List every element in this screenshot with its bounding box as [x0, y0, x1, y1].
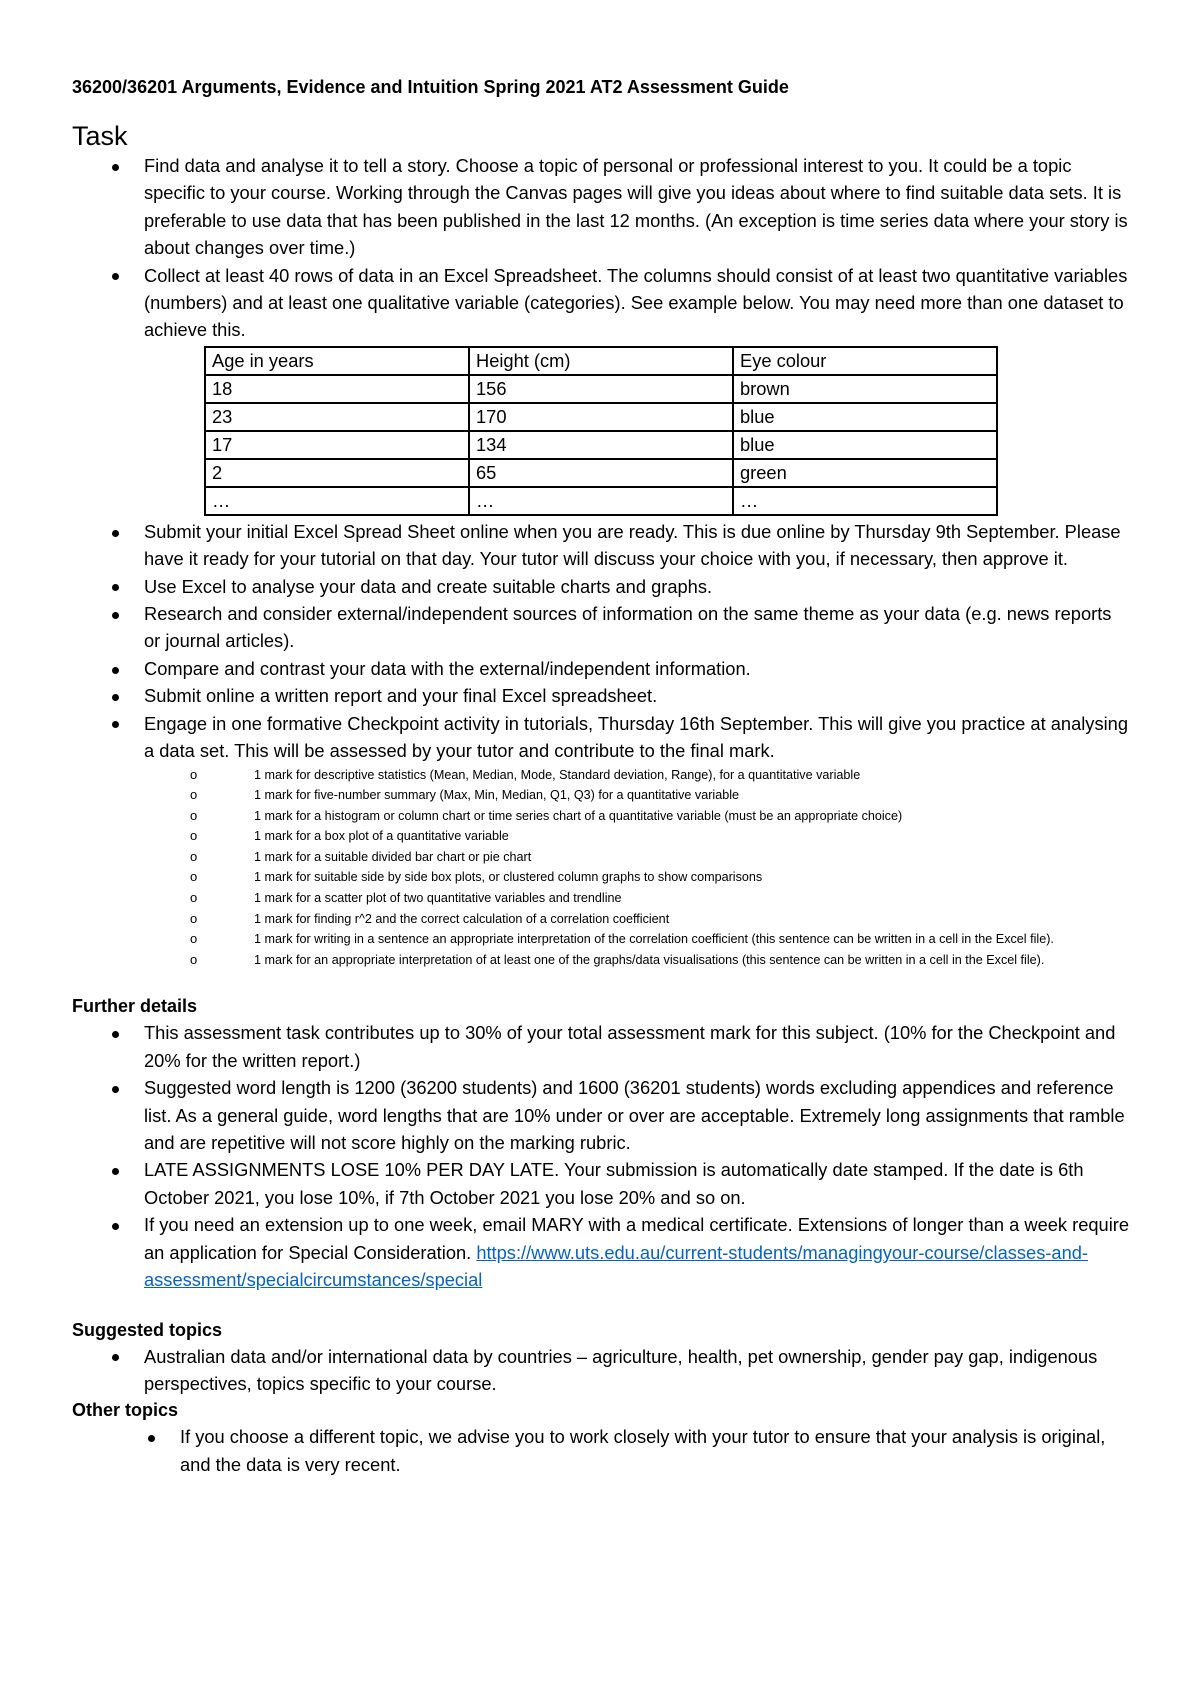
table-cell: 18 — [205, 375, 469, 403]
table-cell: 156 — [469, 375, 733, 403]
bullet-icon — [112, 1086, 119, 1093]
table-cell: 2 — [205, 459, 469, 487]
other-bullet-1: If you choose a different topic, we advise you to work closely with your tutor to ensure that your analysis is original, and the data is very recent. — [72, 1423, 1132, 1478]
table-cell: green — [733, 459, 997, 487]
task-bullet-5: Research and consider external/independent sources of information on the same theme as your data (e.g. news reports or journal articles). — [72, 600, 1132, 655]
table-cell: … — [469, 487, 733, 515]
bullet-icon — [112, 1168, 119, 1175]
mark-item: o 1 mark for descriptive statistics (Mean, Median, Mode, Standard deviation, Range), for a quantitative variable — [72, 765, 1132, 786]
table-row — [205, 375, 997, 403]
table-row — [205, 403, 997, 431]
circle-bullet-icon: o — [190, 890, 198, 906]
mark-item: o 1 mark for writing in a sentence an appropriate interpretation of the correlation coefficient (this sentence can be written in a cell in the Excel file). — [72, 929, 1132, 950]
table-row — [205, 431, 997, 459]
special-consideration-link[interactable]: https://www.uts.edu.au/current-students/managingyour-course/classes-and-assessment/specialcircumstances/special — [144, 1241, 1089, 1291]
circle-bullet-icon: o — [190, 931, 198, 947]
mark-item: o 1 mark for an appropriate interpretation of at least one of the graphs/data visualisations (this sentence can be written in a cell in the Excel file). — [72, 950, 1132, 971]
other-topics-list — [72, 1423, 1132, 1478]
document-page — [72, 74, 1132, 1478]
marks-list — [72, 765, 1132, 971]
table-header-cell: Height (cm) — [469, 347, 733, 375]
further-details-list — [72, 1019, 1132, 1293]
mark-item: o 1 mark for a box plot of a quantitative variable — [72, 826, 1132, 847]
task-bullet-6: Compare and contrast your data with the external/independent information. — [72, 655, 1132, 682]
mark-item: o 1 mark for a suitable divided bar chart or pie chart — [72, 847, 1132, 868]
table-cell: 23 — [205, 403, 469, 431]
table-cell: 65 — [469, 459, 733, 487]
task-heading: Task — [72, 121, 128, 151]
example-data-table — [204, 346, 998, 516]
mark-item: o 1 mark for a scatter plot of two quantitative variables and trendline — [72, 888, 1132, 909]
further-bullet-1: This assessment task contributes up to 30% of your total assessment mark for this subject. (10% for the Checkpoint and 20% for the written report.) — [72, 1019, 1132, 1074]
circle-bullet-icon: o — [190, 910, 198, 926]
table-cell: 134 — [469, 431, 733, 459]
bullet-icon — [112, 721, 119, 728]
table-cell: blue — [733, 431, 997, 459]
bullet-icon — [112, 273, 119, 280]
task-bullet-3: Submit your initial Excel Spread Sheet online when you are ready. This is due online by Thursday 9th September. Please have it ready for your tutorial on that day. Your tutor will discuss your choice with you, if necessary, then approve it. — [72, 518, 1132, 573]
circle-bullet-icon: o — [190, 787, 198, 803]
bullet-icon — [112, 1223, 119, 1230]
task-bullet-7: Submit online a written report and your final Excel spreadsheet. — [72, 682, 1132, 709]
table-cell: brown — [733, 375, 997, 403]
bullet-icon — [112, 164, 119, 171]
circle-bullet-icon: o — [190, 807, 198, 823]
circle-bullet-icon: o — [190, 869, 198, 885]
task-bullet-2: Collect at least 40 rows of data in an Excel Spreadsheet. The columns should consist of at least two quantitative variables (numbers) and at least one qualitative variable (categories). See example below. You may need more than one dataset to achieve this. Age in years Height (cm) Eye colour 18 156 brown 23 170 blue 17 134 blue 2 65 green … … … — [72, 262, 1132, 516]
bullet-icon — [112, 530, 119, 537]
bullet-icon — [112, 1354, 119, 1361]
circle-bullet-icon: o — [190, 848, 198, 864]
further-details-heading: Further details — [72, 996, 198, 1017]
mark-item: o 1 mark for finding r^2 and the correct calculation of a correlation coefficient — [72, 909, 1132, 930]
table-header-row — [205, 347, 997, 375]
further-bullet-2: Suggested word length is 1200 (36200 students) and 1600 (36201 students) words excluding appendices and reference list. As a general guide, word lengths that are 10% under or over are acceptable. Extremely long assignments that ramble and are repetitive will not score highly on the marking rubric. — [72, 1074, 1132, 1156]
circle-bullet-icon: o — [190, 766, 198, 782]
mark-item: o 1 mark for a histogram or column chart or time series chart of a quantitative variable (must be an appropriate choice) — [72, 806, 1132, 827]
bullet-icon — [112, 612, 119, 619]
bullet-icon — [112, 584, 119, 591]
task-bullet-8: Engage in one formative Checkpoint activity in tutorials, Thursday 16th September. This will give you practice at analysing a data set. This will be assessed by your tutor and contribute to the final mark. o 1 mark for descriptive statistics (Mean, Median, Mode, Standard deviation, Range), for a quantitative variable o 1 mark for five-number summary (Max, Min, Median, Q1, Q3) for a quantitative variable o 1 mark for a histogram or column chart or time series chart of a quantitative variable (must be an appropriate choice) o 1 mark for a box plot of a quantitative variable o 1 mark for a suitable divided bar chart or pie chart o 1 mark for suitable side by side box plots, or clustered column graphs to show comparisons o 1 mark for a scatter plot of two quantitative variables and trendline o 1 mark for finding r^2 and the correct calculation of a correlation coefficient o 1 mark for writing in a sentence an appropriate interpretation of the correlation coefficient (this sentence can be written in a cell in the Excel file). o 1 mark for an appropriate interpretation of at least one of the graphs/data visualisations (this sentence can be written in a cell in the Excel file). — [72, 710, 1132, 971]
document-title: 36200/36201 Arguments, Evidence and Intuition Spring 2021 AT2 Assessment Guide — [72, 77, 789, 97]
mark-item: o 1 mark for suitable side by side box plots, or clustered column graphs to show comparisons — [72, 867, 1132, 888]
further-bullet-3: LATE ASSIGNMENTS LOSE 10% PER DAY LATE. Your submission is automatically date stamped. If the date is 6th October 2021, you lose 10%, if 7th October 2021 you lose 20% and so on. — [72, 1156, 1132, 1211]
table-cell: … — [733, 487, 997, 515]
suggested-topics-list — [72, 1343, 1132, 1398]
table-row — [205, 487, 997, 515]
task-list — [72, 152, 1132, 970]
table-row — [205, 459, 997, 487]
mark-item: o 1 mark for five-number summary (Max, Min, Median, Q1, Q3) for a quantitative variable — [72, 785, 1132, 806]
bullet-icon — [148, 1435, 155, 1442]
table-cell: 17 — [205, 431, 469, 459]
bullet-icon — [112, 694, 119, 701]
further-bullet-4: If you need an extension up to one week, email MARY with a medical certificate. Extensions of longer than a week require an application for Special Consideration. https://www.uts.edu.au/current-students/managingyour-course/classes-and-assessment/specialcircumstances/special — [72, 1211, 1132, 1293]
table-cell: blue — [733, 403, 997, 431]
bullet-icon — [112, 667, 119, 674]
other-topics-heading: Other topics — [72, 1400, 179, 1421]
task-bullet-4: Use Excel to analyse your data and create suitable charts and graphs. — [72, 573, 1132, 600]
circle-bullet-icon: o — [190, 828, 198, 844]
suggested-bullet-1: Australian data and/or international data by countries – agriculture, health, pet ownership, gender pay gap, indigenous perspectives, topics specific to your course. — [72, 1343, 1132, 1398]
table-header-cell: Age in years — [205, 347, 469, 375]
table-cell: 170 — [469, 403, 733, 431]
task-bullet-1: Find data and analyse it to tell a story. Choose a topic of personal or professional interest to you. It could be a topic specific to your course. Working through the Canvas pages will give you ideas about where to find suitable data sets. It is preferable to use data that has been published in the last 12 months. (An exception is time series data where your story is about changes over time.) — [72, 152, 1132, 262]
bullet-icon — [112, 1031, 119, 1038]
circle-bullet-icon: o — [190, 951, 198, 967]
suggested-topics-heading: Suggested topics — [72, 1319, 223, 1340]
table-cell: … — [205, 487, 469, 515]
table-header-cell: Eye colour — [733, 347, 997, 375]
